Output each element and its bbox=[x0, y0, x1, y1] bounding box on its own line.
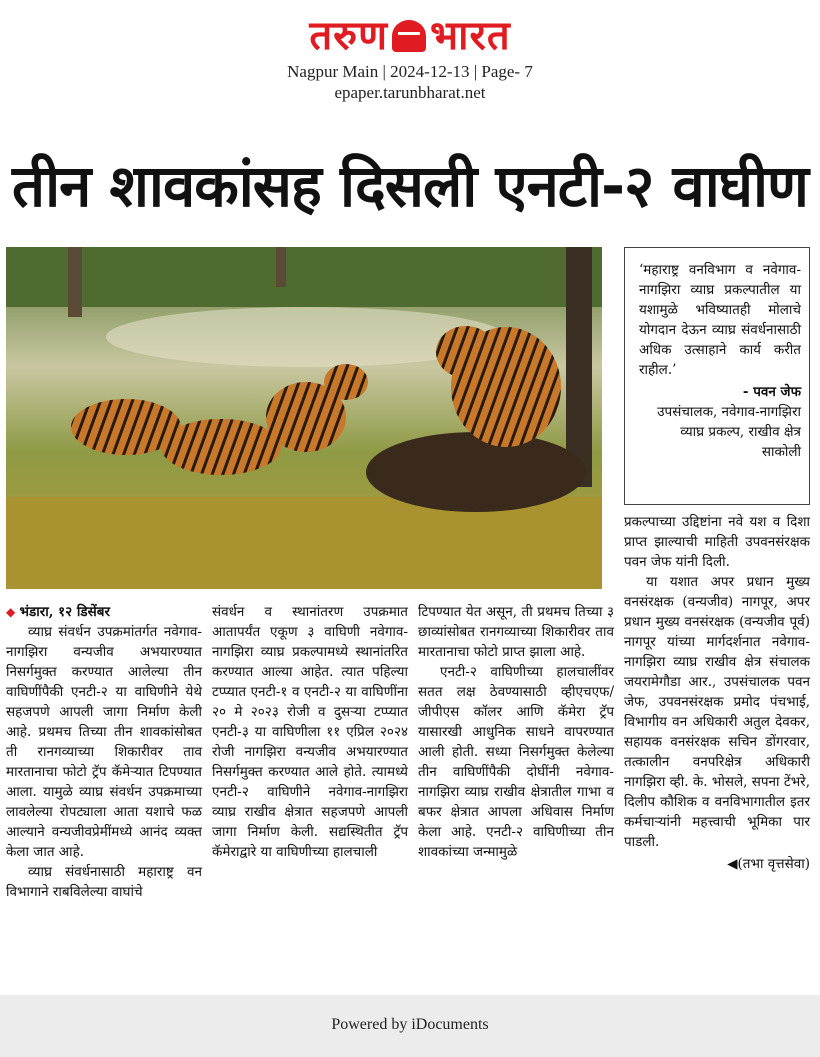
logo-text-left: तरुण bbox=[309, 13, 388, 59]
quote-text: ‘महाराष्ट्र वनविभाग व नवेगाव-नागझिरा व्याघ्र प्रकल्पातील या यशामुळे भविष्यातही मोलाचे योगदान देऊन व्याघ्र संवर्धनासाठी अधिक उत्साहाने कार्य करीत राहील.’ bbox=[639, 262, 801, 378]
paragraph: या यशात अपर प्रधान मुख्य वनसंरक्षक (वन्यजीव) नागपूर, अपर प्रधान मुख्य वनसंरक्षक (वन्यजीव पूर्व) नागपूर यांच्या मार्गदर्शनात नवेगाव-नागझिरा व्याघ्र राखीव क्षेत्र संचालक जयरामेगौडा आर., उपसंचालक पवन जेफ, उपवनसंरक्षक प्रमोद पंचभाई, विभागीय वन अधिकारी अतुल देवकर, सहायक वनसंरक्षक सचिन डोंगरवार, तत्कालीन वनपरिक्षेत्र अधिकारी नागझिरा व्ही. के. भोसले, सपना टेंभरे, दिलीप कौशिक व वनविभागातील इतर कर्मचाऱ्यांनी महत्त्वाची भूमिका पार पाडली. bbox=[624, 574, 810, 850]
quote-designation: उपसंचालक, नवेगाव-नागझिरा व्याघ्र प्रकल्प, राखीव क्षेत्र साकोली bbox=[657, 404, 801, 460]
masthead bbox=[0, 14, 820, 103]
paragraph: टिपण्यात येत असून, ती प्रथमच तिच्या ३ छाव्यांसोबत रानगव्याच्या शिकारीवर ताव मारतानाचा फोटो प्राप्त झाला आहे. bbox=[418, 604, 614, 660]
dateline: भंडारा, १२ डिसेंबर bbox=[19, 604, 110, 620]
quote-author: - पवन जेफ bbox=[742, 384, 801, 400]
tiger-photo bbox=[6, 247, 602, 589]
edition-name: Nagpur Main bbox=[287, 62, 379, 81]
newspaper-logo[interactable] bbox=[309, 14, 510, 58]
edition-info: Nagpur Main | 2024-12-13 | Page- 7 bbox=[287, 62, 533, 81]
logo-text-right: भारत bbox=[430, 13, 511, 59]
article-headline: तीन शावकांसह दिसली एनटी-२ वाघीण bbox=[12, 152, 808, 220]
quote-box bbox=[624, 247, 810, 505]
article-column-2 bbox=[212, 602, 408, 862]
paragraph: प्रकल्पाच्या उद्दिष्टांना नवे यश व दिशा प्राप्त झाल्याची माहिती उपवनसंरक्षक पवन जेफ यांनी दिली. bbox=[624, 514, 810, 570]
news-credit bbox=[624, 854, 810, 874]
paragraph: एनटी-२ वाघिणीच्या हालचालींवर सतत लक्ष ठेवण्यासाठी व्हीएचएफ/जीपीएस कॉलर आणि कॅमेरा ट्रॅप यासारखी आधुनिक साधने वापरण्यात आली होती. सध्या निसर्गमुक्त केलेल्या तीन वाघिणींपैकी दोघींनी नवेगाव-नागझिरा व्याघ्र राखीव क्षेत्रातील गाभा व बफर क्षेत्रात आपला अधिवास निर्माण केला आहे. एनटी-२ वाघिणीच्या तीन शावकांच्या जन्मामुळे bbox=[418, 664, 614, 860]
credit-text: (तभा वृत्तसेवा) bbox=[737, 856, 810, 872]
footer bbox=[0, 995, 820, 1057]
paragraph: व्याघ्र संवर्धनासाठी महाराष्ट्र वन विभागाने राबविलेल्या वाघांचे bbox=[6, 864, 202, 900]
website-link[interactable]: epaper.tarunbharat.net bbox=[334, 83, 486, 102]
triangle-left-icon: ◀ bbox=[727, 856, 738, 872]
article-column-1 bbox=[6, 602, 202, 902]
paragraph: संवर्धन व स्थानांतरण उपक्रमात आतापर्यंत एकूण ३ वाघिणी नवेगाव-नागझिरा व्याघ्र प्रकल्पामध्ये स्थानांतरित करण्यात आल्या आहेत. त्यात पहिल्या टप्प्यात एनटी-१ व एनटी-२ या वाघिणींना २० मे २०२३ रोजी व दुसऱ्या टप्प्यात एनटी-३ या वाघिणीला ११ एप्रिल २०२४ रोजी नागझिरा वन्यजीव अभयारण्यात निसर्गमुक्त करण्यात आले होते. त्यामध्ये एनटी-२ वाघिणीने नवेगाव-नागझिरा व्याघ्र राखीव क्षेत्रात सहजपणे आपली जागा निर्माण केली. सद्यस्थितीत ट्रॅप कॅमेराद्वारे या वाघिणीच्या हालचाली bbox=[212, 604, 408, 860]
edition-date: 2024-12-13 bbox=[390, 62, 470, 81]
paragraph: व्याघ्र संवर्धन उपक्रमांतर्गत नवेगाव-नागझिरा वन्यजीव अभयारण्यात निसर्गमुक्त करण्यात आलेल्या तीन वाघिणींपैकी एनटी-२ या वाघिणीने येथे सहजपणे आपली जागा निर्माण केली आहे. प्रथमच तिच्या तीन शावकांसोबत ती रानगव्याच्या शिकारीवर ताव मारतानाचा फोटो ट्रॅप कॅमेऱ्यात टिपण्यात आला. यामुळे व्याघ्र संवर्धन उपक्रमाच्या लावलेल्या रोपट्याला आता यशाचे फळ आल्याने वन्यजीवप्रेमींमध्ये आनंद व्यक्त केला जात आहे. bbox=[6, 624, 202, 860]
diamond-icon: ◆ bbox=[6, 605, 16, 619]
page-number: Page- 7 bbox=[481, 62, 533, 81]
article-column-3 bbox=[418, 602, 614, 862]
powered-by-text[interactable]: Powered by iDocuments bbox=[331, 1016, 489, 1033]
article-column-4 bbox=[624, 512, 810, 874]
logo-emblem-icon bbox=[392, 20, 426, 52]
